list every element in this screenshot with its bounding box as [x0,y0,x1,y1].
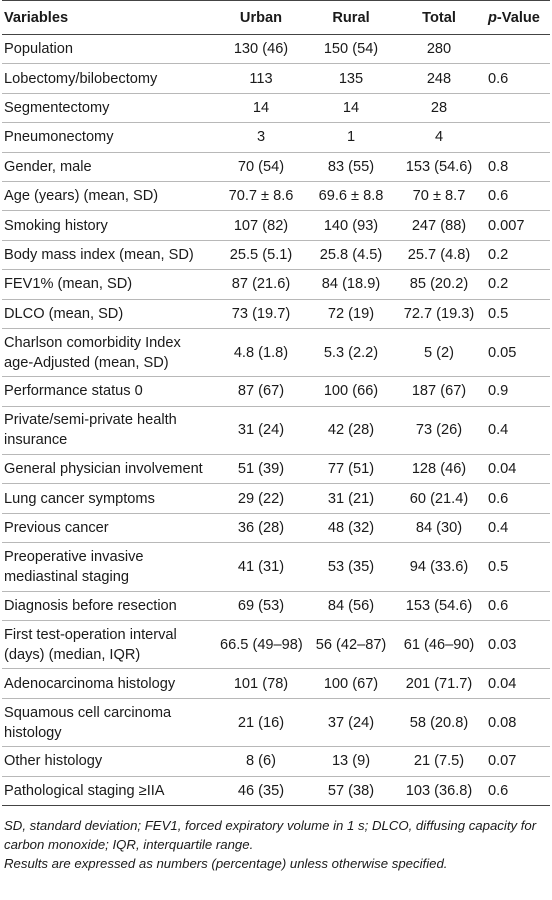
table-row [2,64,550,93]
cell-p-value: 0.07 [482,747,550,776]
cell-variable: Previous cancer [2,513,216,542]
cell-variable: FEV1% (mean, SD) [2,270,216,299]
cell-variable: Body mass index (mean, SD) [2,240,216,269]
cell-rural: 25.8 (4.5) [306,240,396,269]
cell-rural: 53 (35) [306,543,396,591]
cell-urban: 21 (16) [216,698,306,746]
cell-urban: 51 (39) [216,455,306,484]
cell-variable: Diagnosis before resection [2,591,216,620]
cell-rural: 37 (24) [306,698,396,746]
cell-urban: 8 (6) [216,747,306,776]
cell-urban: 69 (53) [216,591,306,620]
cell-urban: 130 (46) [216,35,306,64]
table-row [2,328,550,376]
cell-p-value: 0.04 [482,669,550,698]
cell-rural: 150 (54) [306,35,396,64]
cell-variable: First test-operation interval (days) (median, IQR) [2,621,216,669]
cell-total: 60 (21.4) [396,484,482,513]
cell-variable: Private/semi-private health insurance [2,406,216,454]
cell-urban: 66.5 (49–98) [216,621,306,669]
cell-total: 248 [396,64,482,93]
table-row [2,377,550,406]
cell-rural: 1 [306,123,396,152]
table-row [2,543,550,591]
cell-rural: 69.6 ± 8.8 [306,181,396,210]
cell-p-value: 0.6 [482,776,550,805]
cell-urban: 87 (67) [216,377,306,406]
cell-variable: Smoking history [2,211,216,240]
cell-urban: 25.5 (5.1) [216,240,306,269]
table-body [2,35,550,806]
cell-variable: Preoperative invasive mediastinal staging [2,543,216,591]
table-row [2,181,550,210]
cell-p-value: 0.6 [482,591,550,620]
cell-urban: 4.8 (1.8) [216,328,306,376]
cell-p-value: 0.8 [482,152,550,181]
cell-total: 85 (20.2) [396,270,482,299]
cell-total: 4 [396,123,482,152]
cell-total: 128 (46) [396,455,482,484]
cell-urban: 87 (21.6) [216,270,306,299]
cell-total: 5 (2) [396,328,482,376]
cell-rural: 72 (19) [306,299,396,328]
cell-rural: 140 (93) [306,211,396,240]
cell-urban: 46 (35) [216,776,306,805]
header-total: Total [396,1,482,35]
table-row [2,270,550,299]
table-row [2,123,550,152]
cell-total: 73 (26) [396,406,482,454]
cell-total: 153 (54.6) [396,152,482,181]
cell-p-value: 0.6 [482,64,550,93]
footnote-units: Results are expressed as numbers (percentage) unless otherwise specified. [4,855,448,871]
cell-urban: 70.7 ± 8.6 [216,181,306,210]
cell-total: 187 (67) [396,377,482,406]
cell-total: 25.7 (4.8) [396,240,482,269]
cell-rural: 84 (18.9) [306,270,396,299]
table-row [2,406,550,454]
cell-p-value: 0.08 [482,698,550,746]
header-p-italic: p [488,9,497,26]
cell-variable: Pathological staging ≥IIA [2,776,216,805]
cell-variable: Lung cancer symptoms [2,484,216,513]
table-row [2,484,550,513]
header-urban: Urban [216,1,306,35]
cell-p-value [482,35,550,64]
cell-urban: 107 (82) [216,211,306,240]
cell-rural: 83 (55) [306,152,396,181]
header-p-value [482,1,550,35]
cell-variable: Adenocarcinoma histology [2,669,216,698]
cell-p-value: 0.5 [482,299,550,328]
cell-urban: 36 (28) [216,513,306,542]
cell-rural: 56 (42–87) [306,621,396,669]
cell-p-value: 0.5 [482,543,550,591]
table-row [2,776,550,805]
data-table [2,0,550,806]
cell-urban: 31 (24) [216,406,306,454]
cell-urban: 70 (54) [216,152,306,181]
table-row [2,455,550,484]
header-value-suffix: -Value [496,9,540,26]
cell-variable: General physician involvement [2,455,216,484]
table-row [2,152,550,181]
table-row [2,669,550,698]
cell-rural: 135 [306,64,396,93]
table-header [2,1,550,35]
cell-p-value: 0.04 [482,455,550,484]
cell-urban: 14 [216,93,306,122]
table-row [2,747,550,776]
table-row [2,211,550,240]
cell-rural: 57 (38) [306,776,396,805]
cell-p-value: 0.2 [482,240,550,269]
cell-rural: 14 [306,93,396,122]
cell-total: 28 [396,93,482,122]
cell-variable: Other histology [2,747,216,776]
cell-variable: Segmentectomy [2,93,216,122]
cell-rural: 31 (21) [306,484,396,513]
cell-variable: Lobectomy/bilobectomy [2,64,216,93]
table-row [2,299,550,328]
cell-variable: Performance status 0 [2,377,216,406]
footnote-abbreviations: SD, standard deviation; FEV1, forced expiratory volume in 1 s; DLCO, diffusing capacity for carbon monoxide; IQR, interquartile range. [4,817,537,852]
cell-rural: 48 (32) [306,513,396,542]
cell-p-value: 0.6 [482,484,550,513]
cell-rural: 100 (67) [306,669,396,698]
cell-rural: 100 (66) [306,377,396,406]
cell-p-value [482,123,550,152]
cell-total: 201 (71.7) [396,669,482,698]
cell-variable: Squamous cell carcinoma histology [2,698,216,746]
cell-urban: 29 (22) [216,484,306,513]
table-row [2,591,550,620]
cell-total: 72.7 (19.3) [396,299,482,328]
cell-total: 21 (7.5) [396,747,482,776]
cell-p-value: 0.6 [482,181,550,210]
header-variables: Variables [2,1,216,35]
cell-total: 280 [396,35,482,64]
table-row [2,93,550,122]
table-row [2,698,550,746]
cell-urban: 101 (78) [216,669,306,698]
table-row [2,621,550,669]
cell-total: 70 ± 8.7 [396,181,482,210]
cell-urban: 41 (31) [216,543,306,591]
cell-rural: 13 (9) [306,747,396,776]
cell-total: 153 (54.6) [396,591,482,620]
cell-rural: 77 (51) [306,455,396,484]
table-row [2,513,550,542]
cell-p-value: 0.4 [482,513,550,542]
cell-p-value: 0.4 [482,406,550,454]
cell-variable: DLCO (mean, SD) [2,299,216,328]
cell-total: 247 (88) [396,211,482,240]
cell-variable: Age (years) (mean, SD) [2,181,216,210]
cell-p-value: 0.007 [482,211,550,240]
cell-p-value: 0.03 [482,621,550,669]
cell-variable: Gender, male [2,152,216,181]
cell-p-value: 0.9 [482,377,550,406]
cell-urban: 3 [216,123,306,152]
header-rural: Rural [306,1,396,35]
cell-urban: 73 (19.7) [216,299,306,328]
cell-variable: Pneumonectomy [2,123,216,152]
cell-p-value: 0.2 [482,270,550,299]
cell-p-value: 0.05 [482,328,550,376]
cell-variable: Charlson comorbidity Index age-Adjusted (mean, SD) [2,328,216,376]
cell-urban: 113 [216,64,306,93]
cell-total: 103 (36.8) [396,776,482,805]
cell-rural: 84 (56) [306,591,396,620]
cell-total: 84 (30) [396,513,482,542]
cell-rural: 42 (28) [306,406,396,454]
cell-total: 94 (33.6) [396,543,482,591]
cell-total: 61 (46–90) [396,621,482,669]
cell-total: 58 (20.8) [396,698,482,746]
table-footnotes [2,806,552,873]
table-row [2,35,550,64]
cell-rural: 5.3 (2.2) [306,328,396,376]
cell-variable: Population [2,35,216,64]
table-row [2,240,550,269]
cell-p-value [482,93,550,122]
